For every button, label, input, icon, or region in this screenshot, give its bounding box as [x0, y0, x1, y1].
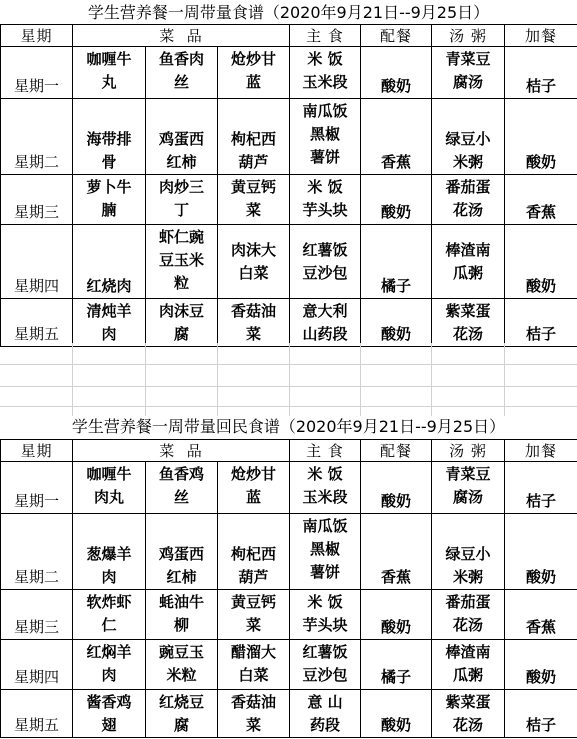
- soup-cell: 青菜豆 腐汤: [432, 47, 505, 99]
- day-label: 星期一: [1, 47, 73, 99]
- header-soup: 汤 粥: [432, 440, 505, 462]
- soup-cell: 绿豆小 米粥: [432, 99, 505, 175]
- extra-cell: 桔子: [505, 299, 577, 347]
- dish-cell: 香菇油 菜: [218, 299, 290, 347]
- staple-cell: 米 饭 玉米段: [290, 462, 361, 514]
- staple-cell: 南瓜饭 黑椒 薯饼: [290, 99, 361, 175]
- soup-cell: 棒渣南 瓜粥: [432, 640, 505, 690]
- dish-cell: 肉沫豆 腐: [146, 299, 218, 347]
- table-row: [1, 47, 577, 99]
- side-cell: 酸奶: [361, 590, 432, 640]
- header-soup: 汤 粥: [432, 25, 505, 47]
- staple-cell: 南瓜饭 黑椒 薯饼: [290, 514, 361, 590]
- day-label: 星期三: [1, 590, 73, 640]
- dish-cell: 红烧豆 腐: [146, 690, 218, 738]
- day-label: 星期二: [1, 514, 73, 590]
- dish-cell: 酱香鸡 翅: [73, 690, 146, 738]
- day-label: 星期五: [1, 299, 73, 347]
- header-side: 配餐: [361, 440, 432, 462]
- soup-cell: 绿豆小 米粥: [432, 514, 505, 590]
- dish-cell: 醋溜大 白菜: [218, 640, 290, 690]
- staple-cell: 意 山 药段: [290, 690, 361, 738]
- header-extra: 加餐: [505, 440, 577, 462]
- extra-cell: 香蕉: [505, 590, 577, 640]
- dish-cell: 肉沫大 白菜: [218, 225, 290, 299]
- extra-cell: 酸奶: [505, 99, 577, 175]
- dish-cell: 软炸虾 仁: [73, 590, 146, 640]
- day-label: 星期四: [1, 640, 73, 690]
- header-staple: 主 食: [290, 25, 361, 47]
- table-row: [1, 514, 577, 590]
- menu1-table: [0, 24, 577, 347]
- staple-cell: 意大利 山药段: [290, 299, 361, 347]
- soup-cell: 紫菜蛋 花汤: [432, 690, 505, 738]
- header-extra: 加餐: [505, 25, 577, 47]
- dish-cell: 黄豆钙 菜: [218, 175, 290, 225]
- side-cell: 酸奶: [361, 462, 432, 514]
- dish-cell: 咖喱牛 丸: [73, 47, 146, 99]
- dish-cell: 海带排 骨: [73, 99, 146, 175]
- table-row: [1, 690, 577, 738]
- staple-cell: 米 饭 玉米段: [290, 47, 361, 99]
- dish-cell: 黄豆钙 菜: [218, 590, 290, 640]
- staple-cell: 红薯饭 豆沙包: [290, 640, 361, 690]
- table-row: [1, 462, 577, 514]
- staple-cell: 米 饭 芋头块: [290, 590, 361, 640]
- menu1-title: 学生营养餐一周带量食谱（2020年9月21日--9月25日）: [87, 3, 490, 22]
- dish-cell: 清炖羊 肉: [73, 299, 146, 347]
- staple-cell: 米 饭 芋头块: [290, 175, 361, 225]
- table-row: [1, 299, 577, 347]
- dish-cell: 虾仁豌 豆玉米 粒: [146, 225, 218, 299]
- dish-cell: 炝炒甘 蓝: [218, 462, 290, 514]
- side-cell: 酸奶: [361, 175, 432, 225]
- side-cell: 香蕉: [361, 99, 432, 175]
- table-row: [1, 175, 577, 225]
- soup-cell: 番茄蛋 花汤: [432, 175, 505, 225]
- table-row: [1, 590, 577, 640]
- header-staple: 主 食: [290, 440, 361, 462]
- soup-cell: 青菜豆 腐汤: [432, 462, 505, 514]
- extra-cell: 酸奶: [505, 640, 577, 690]
- side-cell: 香蕉: [361, 514, 432, 590]
- dish-cell: 鱼香鸡 丝: [146, 462, 218, 514]
- dish-cell: 鸡蛋西 红柿: [146, 99, 218, 175]
- dish-cell: 炝炒甘 蓝: [218, 47, 290, 99]
- extra-cell: 桔子: [505, 690, 577, 738]
- header-dishes: 菜 品: [73, 440, 290, 462]
- dish-cell: 咖喱牛 肉丸: [73, 462, 146, 514]
- soup-cell: 紫菜蛋 花汤: [432, 299, 505, 347]
- header-day: 星期: [1, 25, 73, 47]
- day-label: 星期二: [1, 99, 73, 175]
- day-label: 星期一: [1, 462, 73, 514]
- side-cell: 酸奶: [361, 299, 432, 347]
- side-cell: 橘子: [361, 225, 432, 299]
- dish-cell: 红烧肉: [73, 225, 146, 299]
- extra-cell: 桔子: [505, 47, 577, 99]
- dish-cell: 红焖羊 肉: [73, 640, 146, 690]
- soup-cell: 棒渣南 瓜粥: [432, 225, 505, 299]
- extra-cell: 酸奶: [505, 514, 577, 590]
- dish-cell: 枸杞西 葫芦: [218, 514, 290, 590]
- day-label: 星期五: [1, 690, 73, 738]
- day-label: 星期三: [1, 175, 73, 225]
- dish-cell: 枸杞西 葫芦: [218, 99, 290, 175]
- dish-cell: 香菇油 菜: [218, 690, 290, 738]
- dish-cell: 蚝油牛 柳: [146, 590, 218, 640]
- soup-cell: 番茄蛋 花汤: [432, 590, 505, 640]
- dish-cell: 肉炒三 丁: [146, 175, 218, 225]
- menu2-title: 学生营养餐一周带量回民食谱（2020年9月21日--9月25日）: [71, 417, 506, 436]
- side-cell: 酸奶: [361, 690, 432, 738]
- extra-cell: 香蕉: [505, 175, 577, 225]
- dish-cell: 鸡蛋西 红柿: [146, 514, 218, 590]
- dish-cell: 葱爆羊 肉: [73, 514, 146, 590]
- dish-cell: 萝卜牛 腩: [73, 175, 146, 225]
- dish-cell: 鱼香肉 丝: [146, 47, 218, 99]
- header-day: 星期: [1, 440, 73, 462]
- menu2-table: [0, 439, 577, 738]
- extra-cell: 酸奶: [505, 225, 577, 299]
- table-row: [1, 640, 577, 690]
- spreadsheet-gap: [0, 343, 577, 416]
- dish-cell: 豌豆玉 米粒: [146, 640, 218, 690]
- day-label: 星期四: [1, 225, 73, 299]
- table-row: [1, 99, 577, 175]
- header-side: 配餐: [361, 25, 432, 47]
- extra-cell: 桔子: [505, 462, 577, 514]
- side-cell: 酸奶: [361, 47, 432, 99]
- table-row: [1, 225, 577, 299]
- staple-cell: 红薯饭 豆沙包: [290, 225, 361, 299]
- header-dishes: 菜 品: [73, 25, 290, 47]
- side-cell: 橘子: [361, 640, 432, 690]
